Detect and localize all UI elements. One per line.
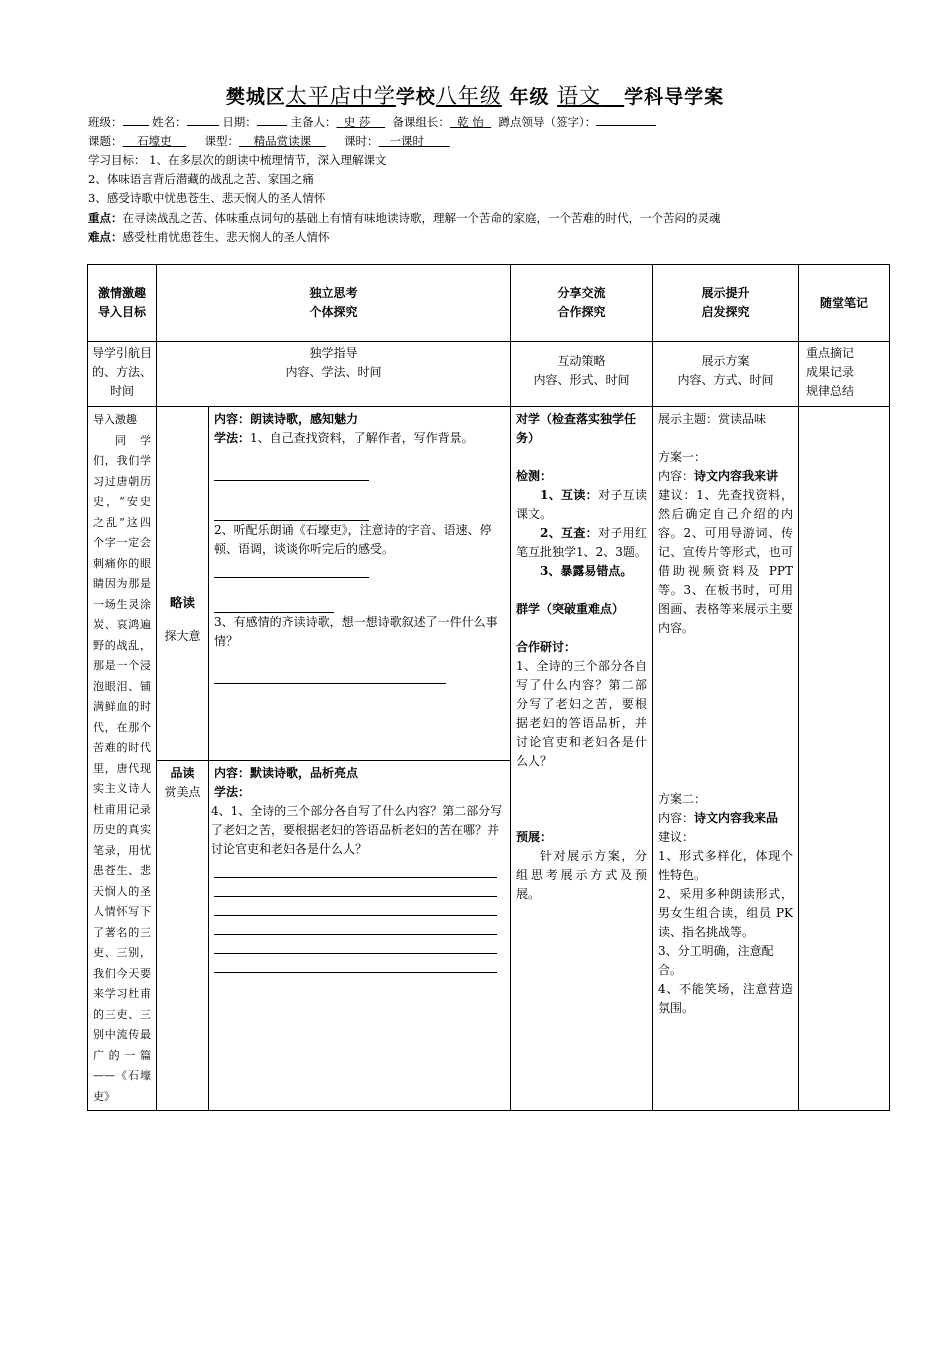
subject-suffix: 学科导学案 xyxy=(624,86,725,108)
leader-label: 备课组长： xyxy=(392,115,450,129)
school-name: 太平店中学 xyxy=(285,84,396,108)
plan2-advice-label: 建议： xyxy=(658,830,695,844)
section2-label-2: 赏美点 xyxy=(164,785,201,799)
answer-line[interactable] xyxy=(214,916,497,935)
grade-suffix: 年级 xyxy=(509,86,550,108)
date-label: 日期： xyxy=(222,115,257,129)
check-item-3: 3、暴露易错点。 xyxy=(540,564,633,578)
type-label: 课型： xyxy=(204,134,240,148)
study-plan-table xyxy=(87,264,890,1111)
section2-label-1: 品读 xyxy=(170,766,195,780)
section1-method-1: 1、自己查找资料，了解作者，写作背景。 xyxy=(250,431,474,445)
section1-method-label: 学法： xyxy=(214,431,251,445)
plan2-item-4: 4、不能笑场，注意营造氛围。 xyxy=(658,982,794,1015)
subheader-col1: 导学引航目的、方法、时间 xyxy=(88,342,157,407)
section1-label xyxy=(157,407,209,761)
key-label: 重点： xyxy=(88,211,123,225)
section1-method-2: 2、听配乐朗诵《石壕吏》，注意诗的字音、语速、停顿、语调，谈谈你听完后的感受。 xyxy=(214,523,492,556)
section1-content-title: 内容：朗读诗歌，感知魅力 xyxy=(214,412,359,426)
answer-line[interactable] xyxy=(214,935,497,954)
group-study: 群学（突破重难点） xyxy=(516,602,625,616)
supervisor-blank[interactable] xyxy=(596,113,656,126)
subheader-col4: 展示方案 内容、方式、时间 xyxy=(653,342,799,407)
header-col5: 随堂笔记 xyxy=(799,265,890,342)
school-suffix: 学校 xyxy=(395,86,436,108)
header-col4: 展示提升 启发探究 xyxy=(653,265,799,342)
answer-line[interactable] xyxy=(214,897,497,916)
intro-cell xyxy=(88,407,157,1111)
info-line-2 xyxy=(88,133,450,149)
difficult-point xyxy=(88,229,330,245)
section2-label xyxy=(157,761,209,1111)
name-blank[interactable] xyxy=(187,113,219,126)
plan2-item-1: 1、形式多样化，体现个性特色。 xyxy=(658,849,794,882)
subheader-row xyxy=(88,342,890,407)
check-item-2: 对子用红笔互批独学1、2、3题。 xyxy=(516,526,648,559)
plan2-content: 诗文内容我来品 xyxy=(694,811,779,825)
pair-study: 对学（检查落实独学任务） xyxy=(516,412,637,445)
name-label: 姓名： xyxy=(152,115,187,129)
plan1-advice: 建议：1、先查找资料，然后确定自己介绍的内容。2、可用导游词、传记、宣传片等形式，也可借助视频资料及 PPT 等。3、在板书时，可用图画、表格等来展示主要内容。 xyxy=(658,488,794,635)
answer-line[interactable] xyxy=(214,859,497,878)
cooperate-cell: 对学（检查落实独学任务） 检测： 1、互读：对子互读课文。 2、互查：对子用红笔互批独学1、2、3题。 3、暴露易错点。 群学（突破重难点） 合作研讨： 1、全诗的三个部分各自写了什么内容？第二部分写了老妇之苦，要根据老妇的答语品析，并讨论官吏和老妇各是什么人？ 预展： 针对展示方案，分组思考展示方式及预展。 xyxy=(511,407,653,1111)
objective-2: 2、体味语言背后潜藏的战乱之苦、家国之痛 xyxy=(88,172,314,186)
preview-label: 预展： xyxy=(516,830,553,844)
discuss-text: 1、全诗的三个部分各自写了什么内容？第二部分写了老妇之苦，要根据老妇的答语品析，并讨论官吏和老妇各是什么人？ xyxy=(516,659,648,768)
plan2-item-3: 3、分工明确，注意配合。 xyxy=(658,944,774,977)
difficult-text: 感受杜甫忧患苍生、悲天悯人的圣人情怀 xyxy=(122,230,330,244)
type-value: 精品赏读课 xyxy=(253,134,312,148)
topic-value: 石壕吏 xyxy=(137,134,172,148)
intro-text: 同学们，我们学习过唐朝历史，“安史之乱”这四个字一定会刺痛你的眼睛因为那是一场生灵涂炭、哀鸿遍野的战乱，那是一个浸泡眼泪、铺满鲜血的时代，在那个苦难的时代里，唐代现实主义诗人杜甫用记录历史的真实笔录，用忧患苍生、悲天悯人的圣人情怀写下了著名的三吏、三别，我们今天要来学习杜甫的三吏、三别中流传最广的一篇——《石壕吏》 xyxy=(93,433,151,1103)
plan1-content: 诗文内容我来讲 xyxy=(694,469,779,483)
leader-value: 乾 怡 xyxy=(457,115,484,129)
plan2-label: 方案二： xyxy=(658,792,707,806)
section2-content xyxy=(209,761,511,1111)
supervisor-label: 蹲点领导（签字）： xyxy=(498,115,597,129)
section2-content-title: 内容：默读诗歌，品析亮点 xyxy=(214,766,359,780)
page-title xyxy=(0,80,950,110)
header-col2: 独立思考 个体探究 xyxy=(157,265,511,342)
plan1-label: 方案一： xyxy=(658,450,707,464)
key-point xyxy=(88,210,721,226)
objective-3: 3、感受诗歌中忧患苍生、悲天悯人的圣人情怀 xyxy=(88,191,326,205)
subheader-col5: 重点摘记 成果记录 规律总结 xyxy=(799,342,890,407)
display-theme: 展示主题：赏读品味 xyxy=(658,412,767,426)
preview-text: 针对展示方案，分组思考展示方式及预展。 xyxy=(516,849,648,901)
hours-value: 一课时 xyxy=(389,134,425,148)
hours-label: 课时： xyxy=(344,134,379,148)
objective-1: 学习目标： 1、在多层次的朗读中梳理情节，深入理解课文 xyxy=(88,153,387,167)
answer-line[interactable] xyxy=(214,559,369,578)
plan2-item-2: 2、采用多种朗读形式，男女生组合读，组员 PK 读、指名挑战等。 xyxy=(658,887,794,939)
key-text: 在寻读战乱之苦、体味重点词句的基础上有情有味地读诗歌，理解一个苦命的家庭，一个苦难的时代，一个苦闷的灵魂 xyxy=(122,211,721,225)
section1-label-1: 略读 xyxy=(169,595,195,610)
grade-name: 八年级 xyxy=(435,84,502,108)
section1-method-3: 3、有感情的齐读诗歌，想一想诗歌叙述了一件什么事情？ xyxy=(214,615,498,648)
section1-row xyxy=(88,407,890,761)
class-blank[interactable] xyxy=(123,113,149,126)
section1-content xyxy=(209,407,511,761)
info-line-1 xyxy=(88,113,656,130)
class-label: 班级： xyxy=(88,115,123,129)
answer-line[interactable] xyxy=(214,665,446,684)
date-blank[interactable] xyxy=(257,113,287,126)
answer-line[interactable] xyxy=(214,594,334,613)
subject-name: 语文 xyxy=(557,84,602,108)
answer-line[interactable] xyxy=(214,878,497,897)
section2-method-label: 学法： xyxy=(214,785,251,799)
answer-line[interactable] xyxy=(214,954,497,973)
section2-method-4: 4、1、全诗的三个部分各自写了什么内容？第二部分写了老妇之苦，要根据老妇的答语品析老妇的苦在哪？并讨论官吏和老妇各是什么人？ xyxy=(211,804,503,856)
preparer-label: 主备人： xyxy=(290,115,337,129)
topic-label: 课题： xyxy=(88,134,123,148)
display-cell: 展示主题：赏读品味 方案一： 内容：诗文内容我来讲 建议：1、先查找资料，然后确定自己介绍的内容。2、可用导游词、传记、宣传片等形式，也可借助视频资料及 PPT 等。3、在板书时，可用图画、表格等来展示主要内容。 方案二： 内容：诗文内容我来品 建议： 1、形式多样化，体现个性特色。 2、采用多种朗读形式，男女生组合读，组员 PK 读、指名挑战等。 3、分工明确，注意配合。 4、不能笑场，注意营造氛围。 xyxy=(653,407,799,1111)
check-item-1: 对子互读课文。 xyxy=(516,488,648,521)
notes-cell[interactable] xyxy=(799,407,890,1111)
difficult-label: 难点： xyxy=(88,230,123,244)
check-label: 检测： xyxy=(516,469,553,483)
intro-heading: 导入激趣 xyxy=(93,413,137,426)
answer-line[interactable] xyxy=(214,462,369,481)
header-col1: 激情激趣导入目标 xyxy=(88,265,157,342)
preparer-value: 史 莎 xyxy=(343,115,371,129)
section1-label-2: 探大意 xyxy=(164,629,201,643)
header-row xyxy=(88,265,890,342)
header-col3: 分享交流 合作探究 xyxy=(511,265,653,342)
subheader-col2: 独学指导 内容、学法、时间 xyxy=(157,342,511,407)
discuss-label: 合作研讨： xyxy=(516,640,577,654)
district-label: 樊城区 xyxy=(225,86,286,108)
answer-line[interactable] xyxy=(214,502,369,521)
subheader-col3: 互动策略 内容、形式、时间 xyxy=(511,342,653,407)
